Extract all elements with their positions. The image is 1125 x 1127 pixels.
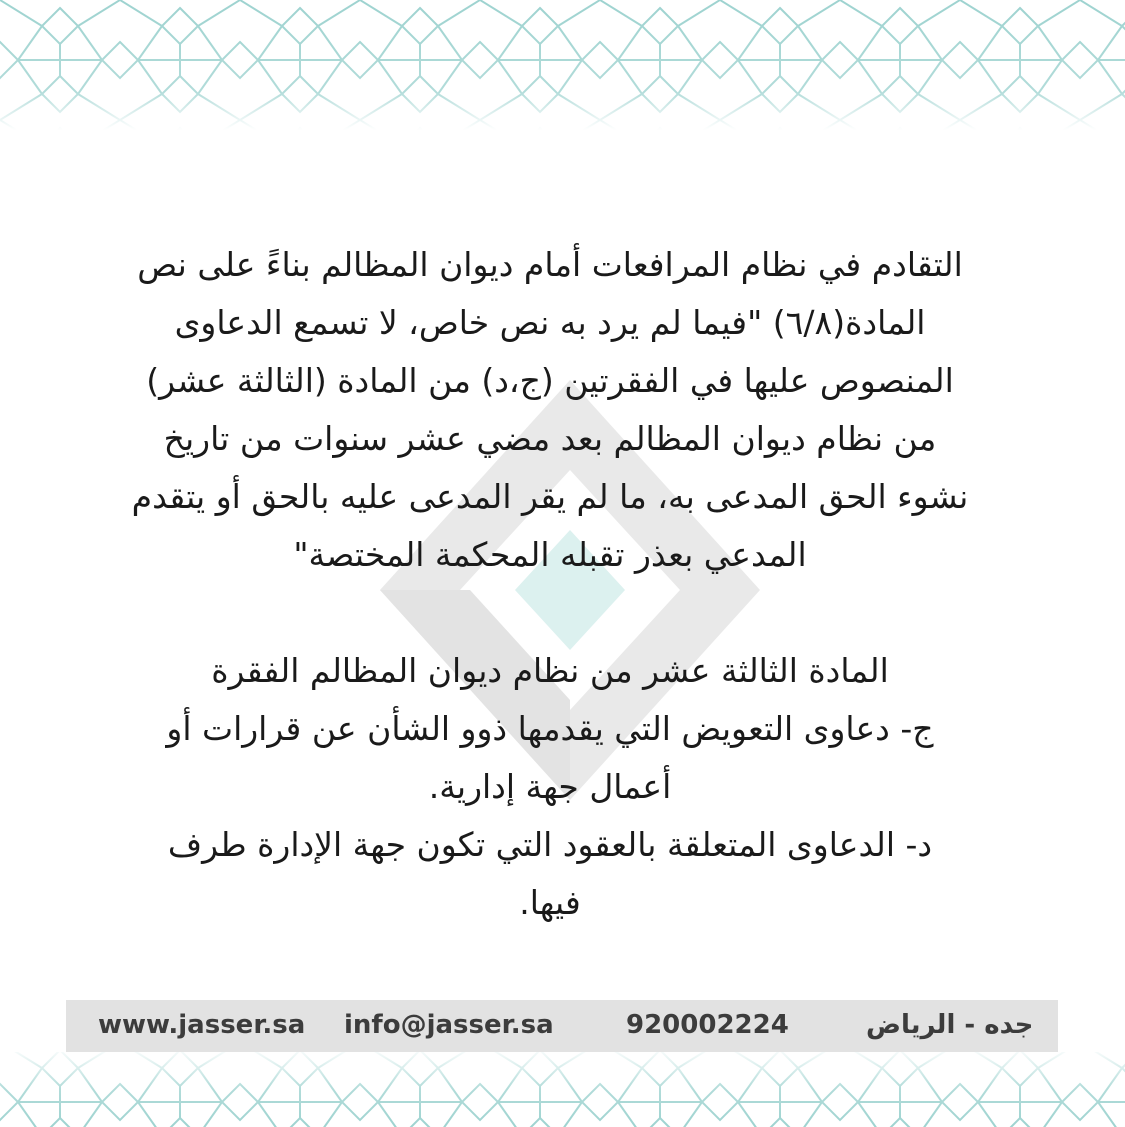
paragraph-spacer [110,584,990,642]
text-line: من نظام ديوان المظالم بعد مضي عشر سنوات من تاريخ [163,419,937,458]
text-line: المادة(٦/٨) "فيما لم يرد به نص خاص، لا تسمع الدعاوى [174,303,926,342]
bottom-decorative-pattern [0,1052,1125,1127]
text-line: أعمال جهة إدارية. [428,767,672,806]
footer-phone[interactable]: 920002224 [626,1010,789,1040]
text-line: ج- دعاوى التعويض التي يقدمها ذوو الشأن عن قرارات أو [166,709,934,748]
text-line: المادة الثالثة عشر من نظام ديوان المظالم الفقرة [211,651,889,690]
main-content [110,236,990,932]
text-line: نشوء الحق المدعى به، ما لم يقر المدعى عليه بالحق أو يتقدم [131,477,969,516]
footer-cities: جده - الرياض [866,1010,1034,1040]
text-line: المدعي بعذر تقبله المحكمة المختصة" [293,535,807,574]
text-line: فيها. [519,883,581,922]
text-line: د- الدعاوى المتعلقة بالعقود التي تكون جهة الإدارة طرف [167,825,933,864]
paragraph-statute-limitation [110,236,990,584]
text-line: المنصوص عليها في الفقرتين (ج،د) من المادة (الثالثة عشر) [146,361,954,400]
paragraph-article-thirteen [110,642,990,932]
top-decorative-pattern [0,0,1125,130]
footer-contact-bar [66,1000,1058,1052]
footer-website[interactable]: www.jasser.sa [98,1010,306,1040]
footer-email[interactable]: info@jasser.sa [344,1010,554,1040]
text-line: التقادم في نظام المرافعات أمام ديوان المظالم بناءً على نص [137,245,963,284]
